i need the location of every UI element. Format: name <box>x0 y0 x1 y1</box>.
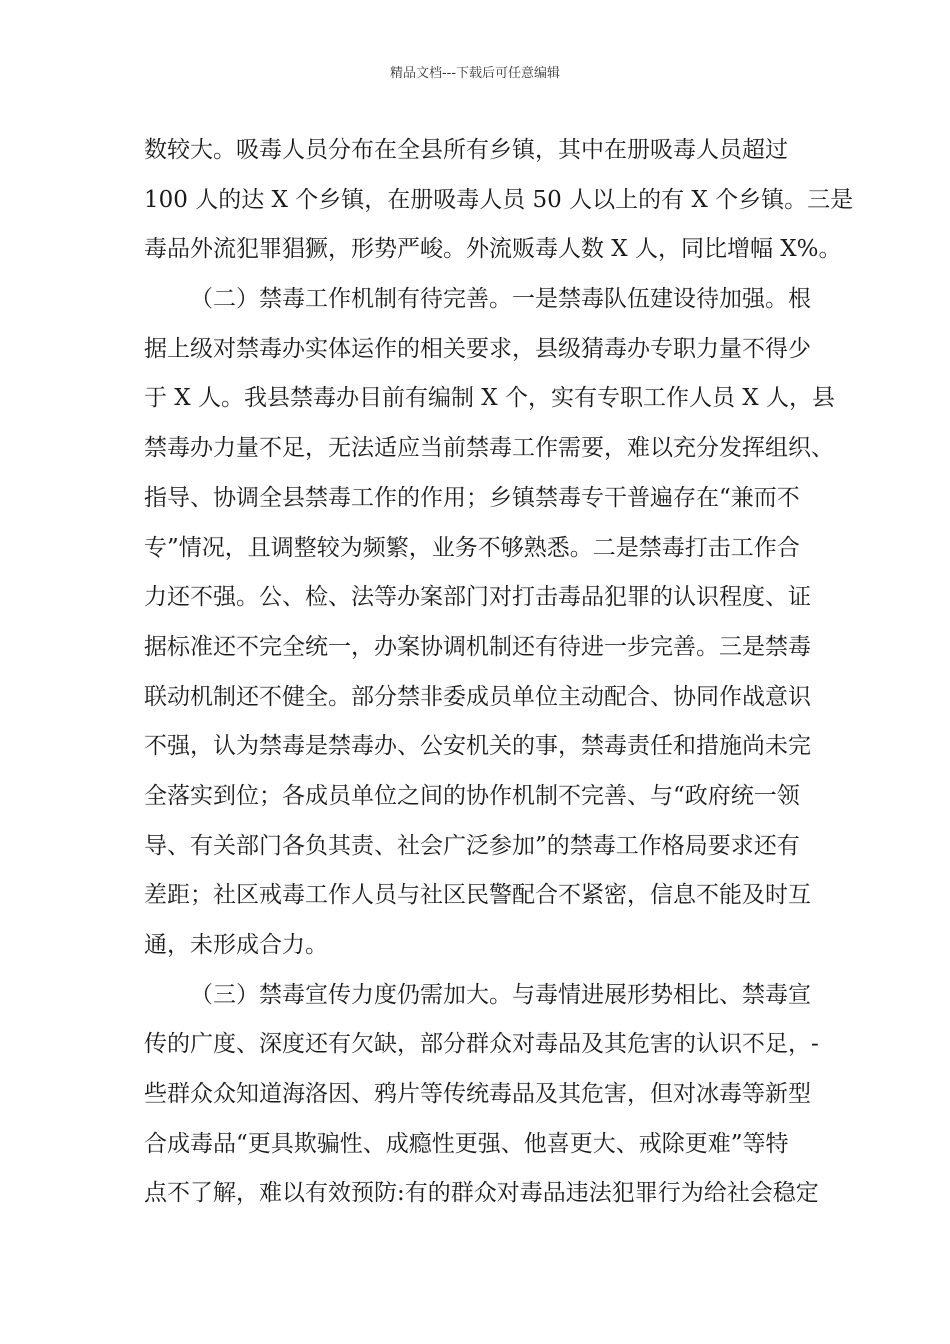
body-line: 据上级对禁毒办实体运作的相关要求，县级猜毒办专职力量不得少 <box>144 335 811 362</box>
body-line: 专”情况，且调整较为频繁，业务不够熟悉。二是禁毒打击工作合 <box>144 534 800 561</box>
body-line: 通，未形成合力。 <box>144 932 328 958</box>
body-line: 联动机制还不健全。部分禁非委成员单位主动配合、协同作战意识 <box>144 683 811 710</box>
body-line: 力还不强。公、检、法等办案部门对打击毒品犯罪的认识程度、证 <box>144 584 811 611</box>
body-line: 全落实到位；各成员单位之间的协作机制不完善、与“政府统一领 <box>144 782 800 809</box>
body-line: 指导、协调全县禁毒工作的作用；乡镇禁毒专干普遍存在“兼而不 <box>144 484 800 511</box>
body-line: 于 X 人。我县禁毒办目前有编制 X 个，实有专职工作人员 X 人，县 <box>144 385 835 412</box>
body-line: 100 人的达 X 个乡镇，在册吸毒人员 50 人以上的有 X 个乡镇。三是 <box>144 186 854 213</box>
body-line: 毒品外流犯罪猖獗，形势严峻。外流贩毒人数 X 人，同比增幅 X%。 <box>144 236 842 263</box>
body-line: 数较大。吸毒人员分布在全县所有乡镇，其中在册吸毒人员超过 <box>144 137 788 163</box>
body-line: 禁毒办力量不足，无法适应当前禁毒工作需要，难以充分发挥组织、 <box>144 435 834 462</box>
body-line: 差距；社区戒毒工作人员与社区民警配合不紧密，信息不能及时互 <box>144 882 811 909</box>
document-body <box>144 126 854 1219</box>
body-line: 据标准还不完全统一，办案协调机制还有待进一步完善。三是禁毒 <box>144 633 811 660</box>
body-line: 合成毒品“更具欺骗性、成瘾性更强、他喜更大、戒除更难”等特 <box>144 1130 789 1157</box>
paragraph-heading-line: （三）禁毒宣传力度仍需加大。与毒情进展形势相比、禁毒宣 <box>190 981 811 1008</box>
body-line: 不强，认为禁毒是禁毒办、公安机关的事，禁毒责任和措施尚未完 <box>144 733 811 760</box>
body-line: 些群众众知道海洛因、鸦片等传统毒品及其危害，但对冰毒等新型 <box>144 1081 811 1108</box>
body-line: 传的广度、深度还有欠缺，部分群众对毒品及其危害的认识不足，- <box>144 1031 819 1058</box>
body-line: 点不了解，难以有效预防:有的群众对毒品违法犯罪行为给社会稳定 <box>144 1180 819 1207</box>
paragraph-heading-line: （二）禁毒工作机制有待完善。一是禁毒队伍建设待加强。根 <box>190 286 811 313</box>
body-line: 导、有关部门各负其责、社会广泛参加”的禁毒工作格局要求还有 <box>144 832 800 859</box>
page-header: 精品文档---下载后可任意编辑 <box>389 66 561 81</box>
